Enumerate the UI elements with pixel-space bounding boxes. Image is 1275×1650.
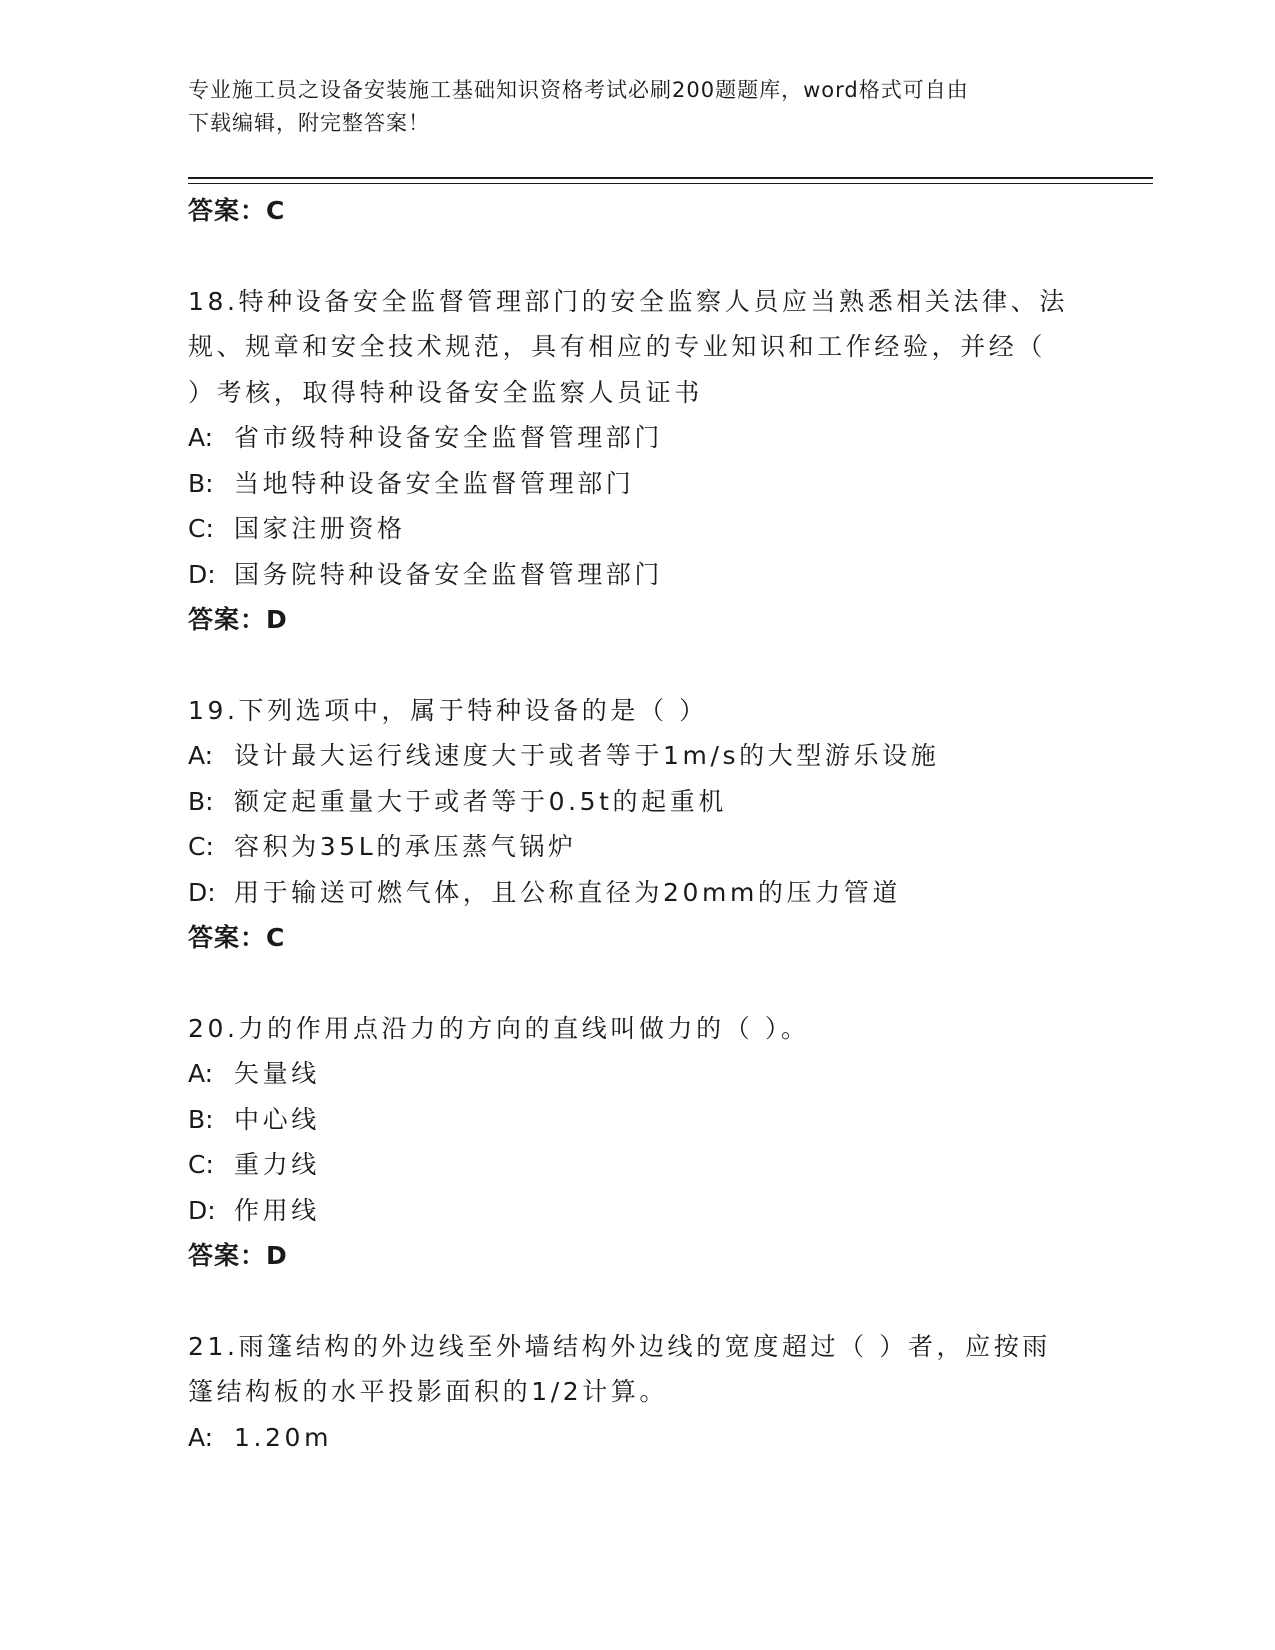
option-text: 用于输送可燃气体，且公称直径为20mm的压力管道 <box>234 877 901 907</box>
document-body <box>188 188 1108 1460</box>
question-text-line: ）考核，取得特种设备安全监察人员证书 <box>188 377 703 407</box>
option-label: B: <box>188 1104 214 1134</box>
option-label: C: <box>188 1150 214 1179</box>
option-text: 中心线 <box>234 1104 320 1134</box>
option-a <box>188 1415 1108 1461</box>
option-text: 1.20m <box>234 1422 333 1452</box>
option-b <box>188 1097 1108 1143</box>
option-text: 省市级特种设备安全监督管理部门 <box>234 423 664 452</box>
option-label: A: <box>188 1422 214 1452</box>
document-header <box>188 74 1088 140</box>
question-text-line: 21.雨篷结构的外边线至外墙结构外边线的宽度超过（ ）者，应按雨 <box>188 1331 1051 1361</box>
answer-line: 答案：D <box>188 1241 288 1270</box>
answer-line: 答案：C <box>188 196 286 225</box>
question-21 <box>188 1324 1108 1461</box>
option-text: 重力线 <box>234 1150 320 1179</box>
answer-line: 答案：C <box>188 923 286 952</box>
question-text-line: 20.力的作用点沿力的方向的直线叫做力的（ ）。 <box>188 1013 810 1043</box>
option-c <box>188 824 1108 870</box>
option-d <box>188 1188 1108 1234</box>
option-label: D: <box>188 877 216 907</box>
option-text: 矢量线 <box>234 1059 320 1088</box>
header-rule-thick <box>188 177 1153 179</box>
header-line-2: 下载编辑，附完整答案！ <box>188 111 430 135</box>
header-line-1: 专业施工员之设备安装施工基础知识资格考试必刷200题题库，word格式可自由 <box>188 78 969 102</box>
option-text: 设计最大运行线速度大于或者等于1m/s的大型游乐设施 <box>234 741 940 770</box>
option-a <box>188 415 1108 461</box>
option-text: 国家注册资格 <box>234 514 406 543</box>
option-label: A: <box>188 741 214 770</box>
option-d <box>188 870 1108 916</box>
option-b <box>188 779 1108 825</box>
option-d <box>188 552 1108 598</box>
option-text: 当地特种设备安全监督管理部门 <box>234 468 635 498</box>
option-text: 作用线 <box>234 1195 320 1225</box>
option-label: B: <box>188 786 214 816</box>
answer-line: 答案：D <box>188 605 288 634</box>
question-19 <box>188 688 1108 961</box>
question-text-line: 19.下列选项中，属于特种设备的是（ ） <box>188 695 708 725</box>
question-text-line: 篷结构板的水平投影面积的1/2计算。 <box>188 1377 669 1406</box>
option-text: 容积为35L的承压蒸气锅炉 <box>234 832 577 861</box>
option-a <box>188 1051 1108 1097</box>
option-b <box>188 461 1108 507</box>
option-c <box>188 506 1108 552</box>
question-18 <box>188 279 1108 643</box>
option-label: C: <box>188 832 214 861</box>
question-20 <box>188 1006 1108 1279</box>
option-label: D: <box>188 1195 216 1225</box>
option-text: 额定起重量大于或者等于0.5t的起重机 <box>234 786 727 816</box>
option-text: 国务院特种设备安全监督管理部门 <box>234 559 664 589</box>
option-label: D: <box>188 559 216 589</box>
option-a <box>188 733 1108 779</box>
option-label: A: <box>188 423 214 452</box>
option-c <box>188 1142 1108 1188</box>
option-label: C: <box>188 514 214 543</box>
question-text-line: 18.特种设备安全监督管理部门的安全监察人员应当熟悉相关法律、法 <box>188 286 1068 316</box>
option-label: A: <box>188 1059 214 1088</box>
option-label: B: <box>188 468 214 498</box>
header-rule-thin <box>188 183 1153 184</box>
question-text-line: 规、规章和安全技术规范，具有相应的专业知识和工作经验，并经（ <box>188 332 1047 361</box>
